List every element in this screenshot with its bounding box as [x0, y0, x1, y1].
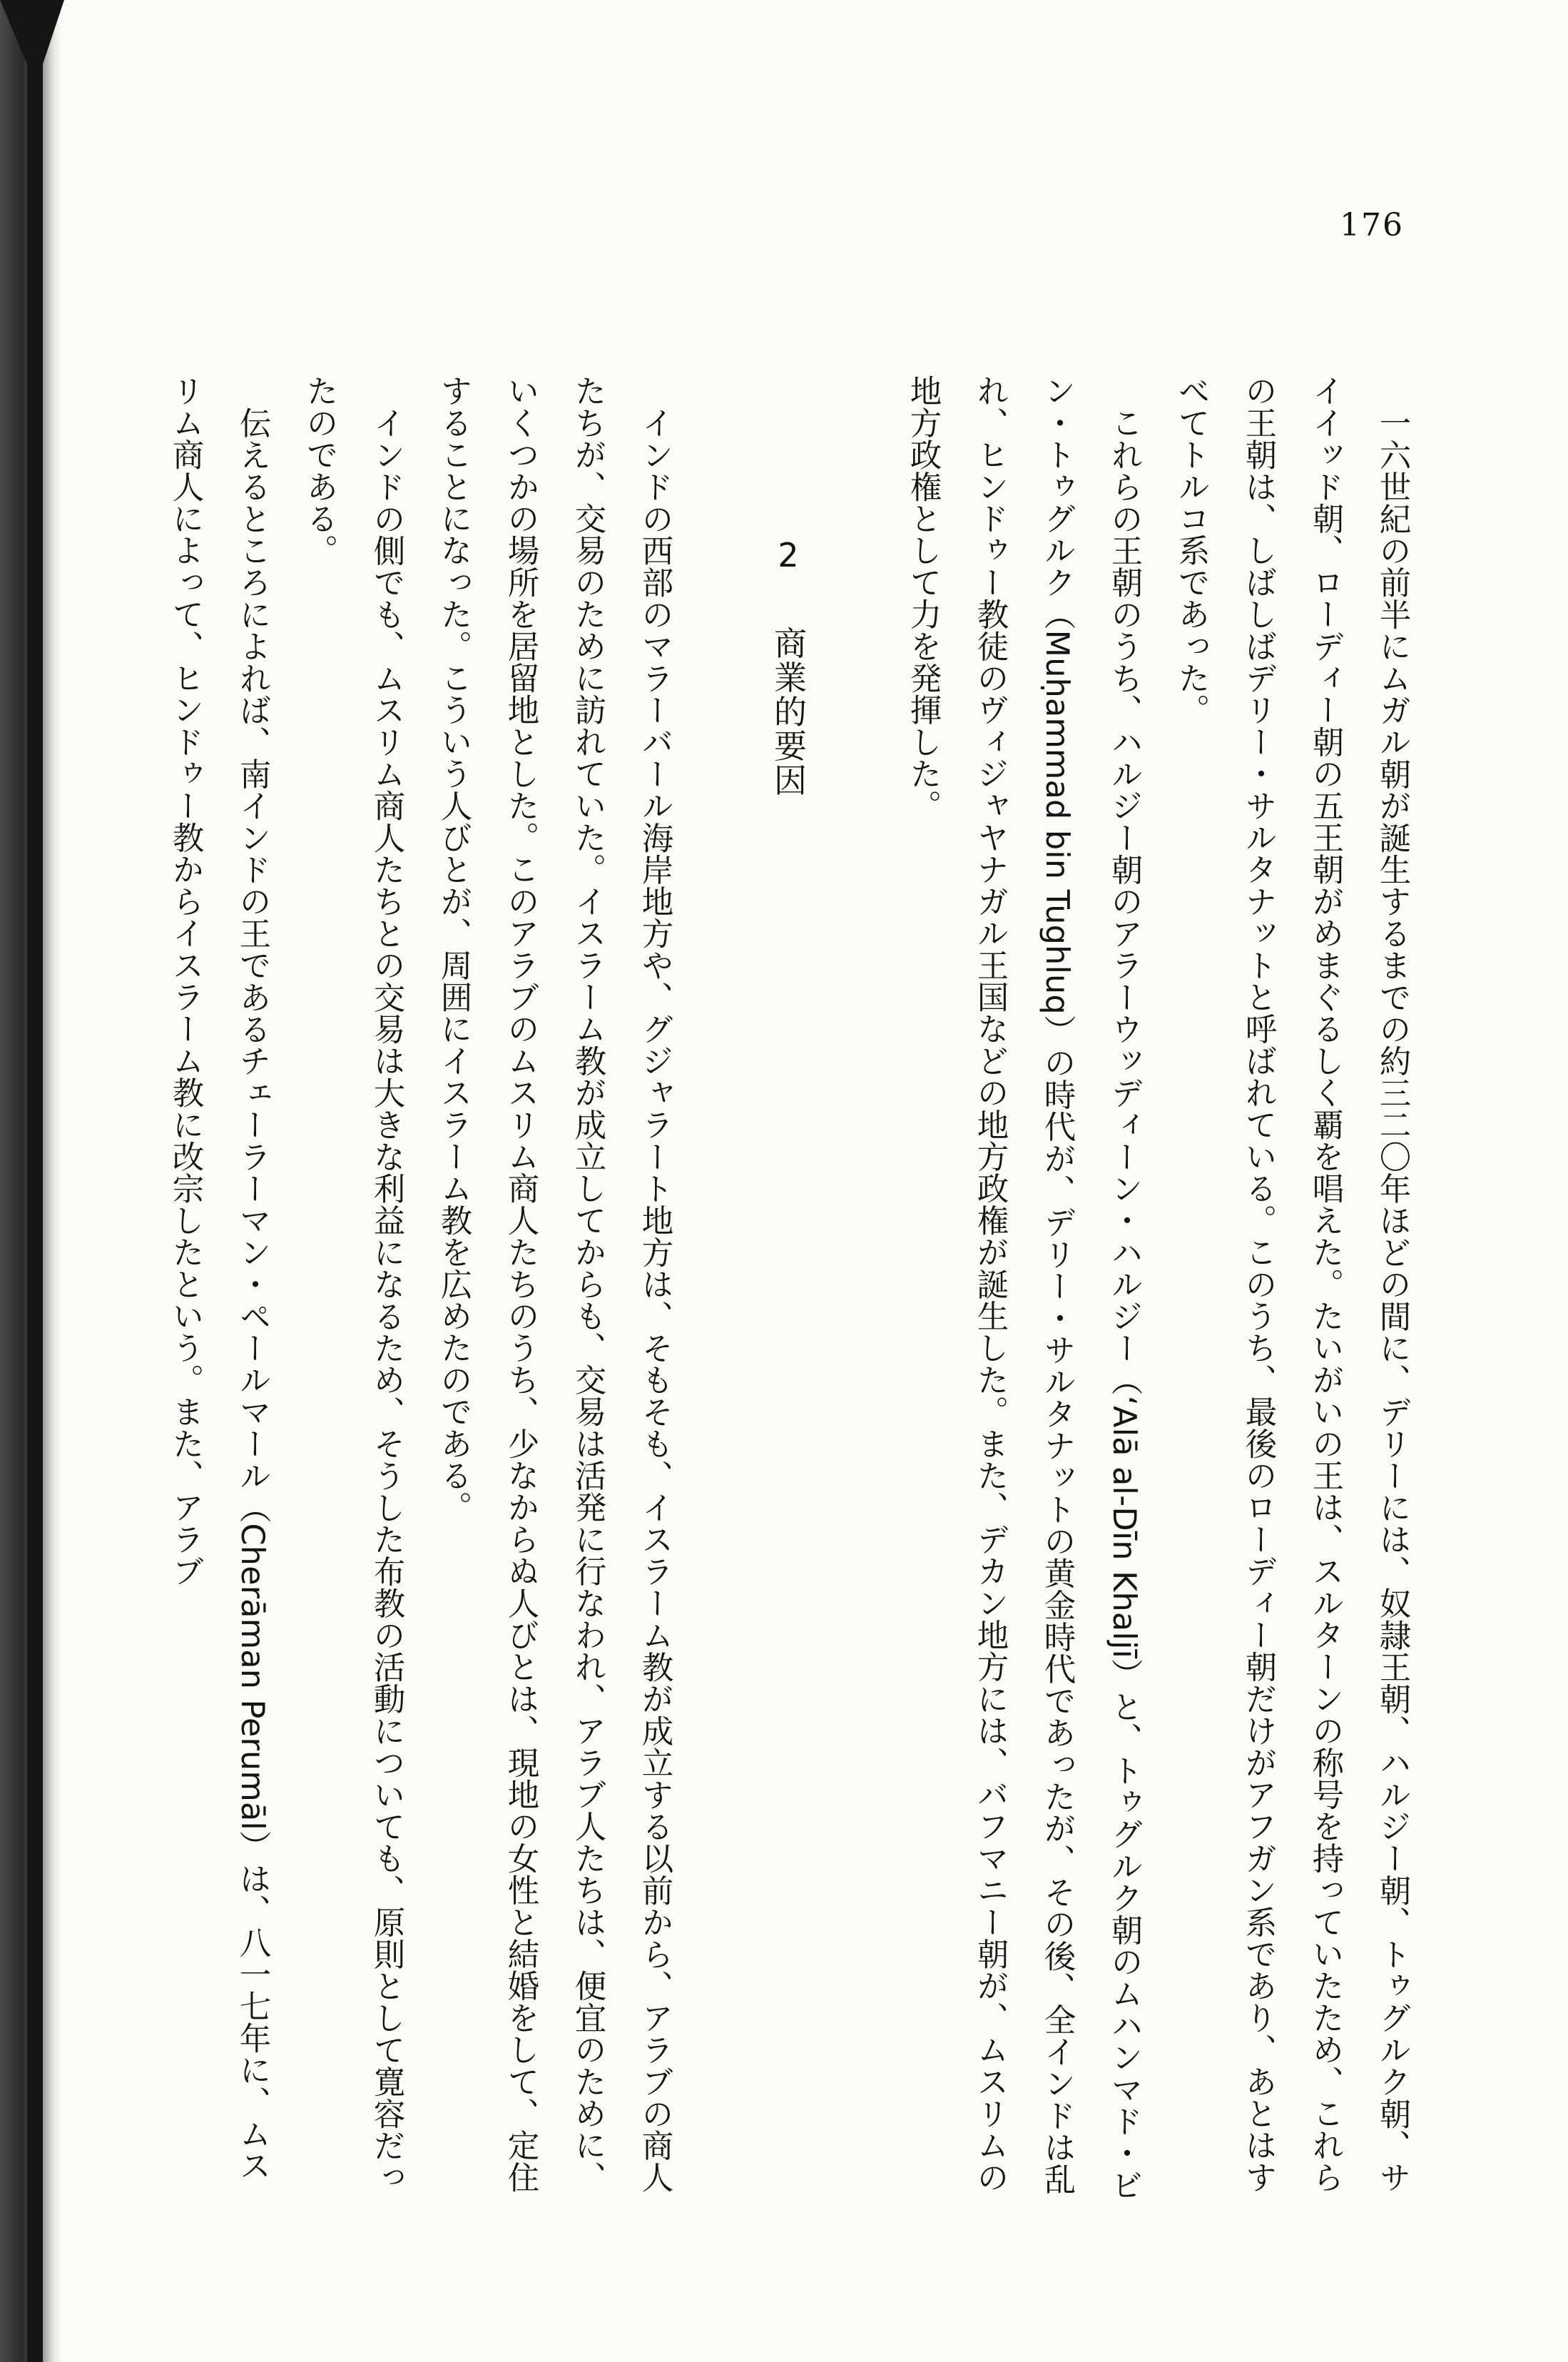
section-heading [755, 375, 822, 2201]
paragraph: インドの側でも、ムスリム商人たちとの交易は大きな利益になるため、そうした布教の活動についても、原則として寛容だったのである。 [301, 375, 404, 2193]
page-number: 176 [1340, 207, 1404, 243]
binding-shadow [0, 0, 64, 2362]
paragraph: 一六世紀の前半にムガル朝が誕生するまでの約三二〇年ほどの間に、デリーには、奴隷王朝、ハルジー朝、トゥグルク朝、サイイッド朝、ローディー朝の五王朝がめまぐるしく覇を唱えた。たいがいの王は、スルターンの称号を持っていたため、これらの王朝は、しばしばデリー・サルタナットと呼ばれている。このうち、最後のローディー朝だけがアフガン系であり、あとはすべてトルコ系であった。 [1173, 375, 1410, 2193]
paragraph: これらの王朝のうち、ハルジー朝のアラーウッディーン・ハルジー（ʻAlā al-Dīn Khaljī）と、トゥグルク朝のムハンマド・ビン・トゥグルク（Muḥammad bin Tughluq）の時代が、デリー・サルタナットの黄金時代であったが、その後、全インドは乱れ、ヒンドゥー教徒のヴィジャヤナガル王国などの地方政権が誕生した。また、デカン地方には、バフマニー朝が、ムスリムの地方政権として力を発揮した。 [905, 375, 1142, 2201]
section-title: 商業的要因 [769, 626, 808, 798]
section-number: 2 [778, 539, 799, 572]
body-text [151, 375, 1425, 2201]
paragraph: インドの西部のマラーバール海岸地方や、グジャラート地方は、そもそも、イスラーム教が成立する以前から、アラブの商人たちが、交易のために訪れていた。イスラーム教が成立してからも、交易は活発に行なわれ、アラブ人たちは、便宜のために、いくつかの場所を居留地とした。このアラブのムスリム商人たちのうち、少なからぬ人びとは、現地の女性と結婚をして、定住することになった。こういう人びとが、周囲にイスラーム教を広めたのである。 [435, 375, 673, 2193]
paragraph: 伝えるところによれば、南インドの王であるチェーラーマン・ペールマール（Cherāman Perumāl）は、八一七年に、ムスリム商人によって、ヒンドゥー教からイスラーム教に改宗したという。また、アラブ [167, 375, 270, 2181]
